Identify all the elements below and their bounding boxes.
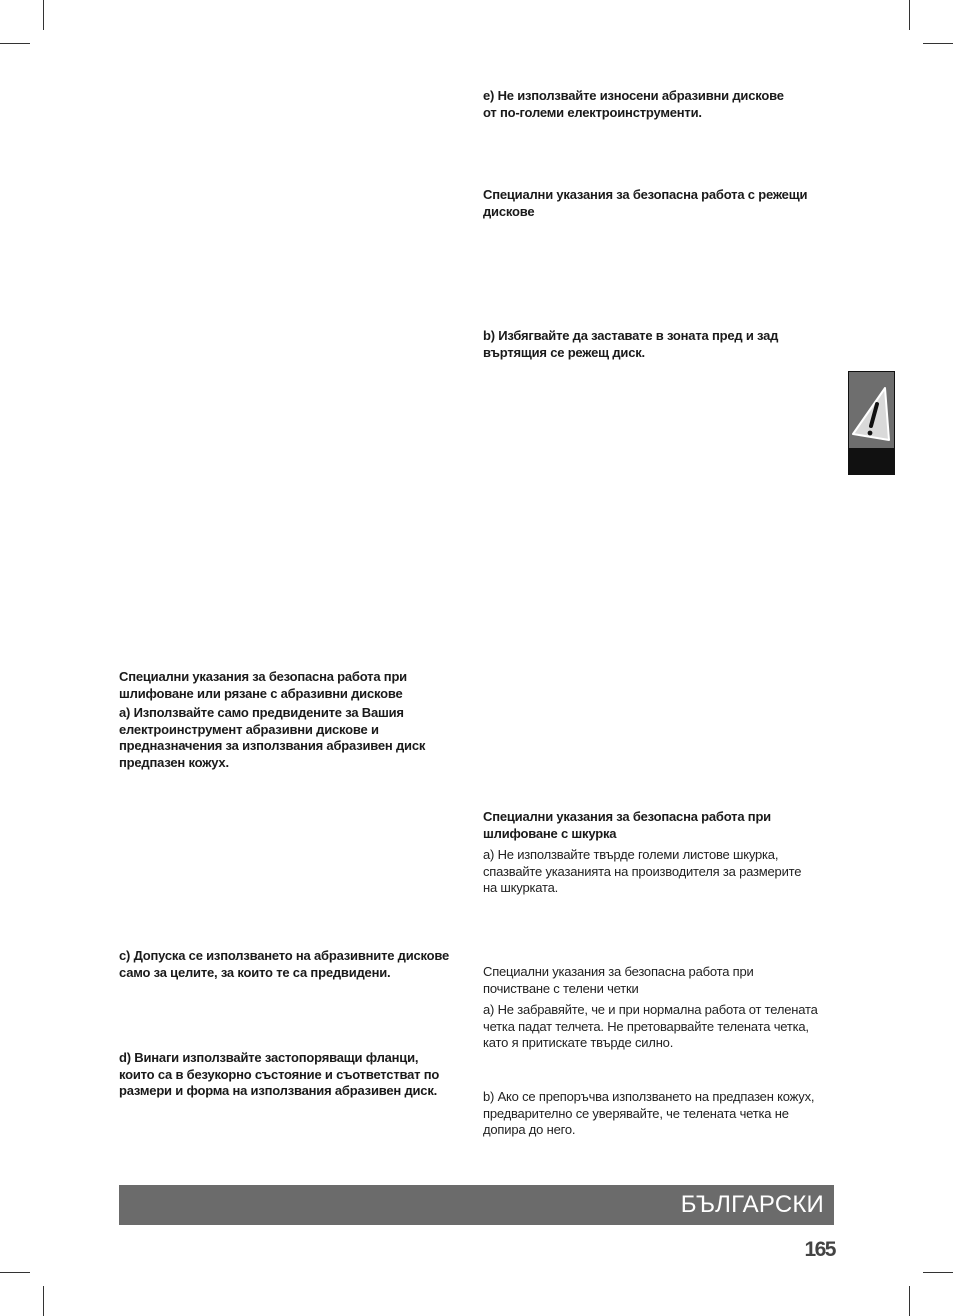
grinding-section: [119, 669, 425, 771]
section-heading-line: Специални указания за безопасна работа при: [483, 809, 771, 824]
text-line: d) Винаги използвайте застопоряващи фланци,: [119, 1050, 419, 1065]
cutting-discs-heading: [483, 187, 807, 220]
crop-mark: [43, 0, 44, 30]
text-line: предпазен кожух.: [119, 754, 229, 770]
safety-warning-tab: [848, 371, 895, 475]
crop-mark: [923, 43, 953, 44]
text-line: с) Допуска се използването на абразивните дискове: [119, 948, 450, 963]
section-heading-line: Специални указания за безопасна работа при: [483, 964, 754, 979]
text-line: а) Не забравяйте, че и при нормална работа от телената: [483, 1002, 818, 1017]
text-line: а) Използвайте само предвидените за Вашия: [119, 705, 404, 720]
text-line: четка падат телчета. Не претоварвайте телената четка,: [483, 1018, 809, 1034]
text-line: само за целите, за които те са предвидени.: [119, 964, 391, 980]
item-d: [119, 1050, 439, 1100]
text-line: предназначения за използвания абразивен диск: [119, 738, 426, 753]
crop-mark: [0, 43, 30, 44]
tab-black-band: [849, 448, 894, 474]
text-line: като я притискате твърде силно.: [483, 1035, 674, 1050]
text-line: размери и форма на използвания абразивен диск.: [119, 1083, 438, 1098]
section-heading-line: Специални указания за безопасна работа при: [119, 669, 407, 684]
text-line: на шкурката.: [483, 880, 559, 895]
text-line: b) Избягвайте да заставате в зоната пред и зад: [483, 328, 779, 343]
page-number: 165: [804, 1238, 835, 1261]
text-line: допира до него.: [483, 1122, 576, 1137]
section-heading-line: шлифоване с шкурка: [483, 825, 617, 841]
text-line: спазвайте указанията на производителя за размерите: [483, 863, 802, 879]
text-line: дискове: [483, 203, 535, 219]
item-c: [119, 948, 449, 981]
warning-exclamation-icon: [849, 382, 894, 446]
item-b-cutting: [483, 328, 778, 361]
text-line: въртящия се режещ диск.: [483, 344, 645, 360]
text-line: b) Ако се препоръчва използването на предпазен кожух,: [483, 1089, 815, 1104]
crop-mark: [909, 1286, 910, 1316]
sanding-section: [483, 809, 801, 897]
text-line: от по-големи електроинструменти.: [483, 104, 702, 120]
text-line: предварително се уверявайте, че телената четка не: [483, 1105, 789, 1121]
crop-mark: [909, 0, 910, 30]
crop-mark: [43, 1286, 44, 1316]
crop-mark: [923, 1272, 953, 1273]
section-heading-line: почистване с телени четки: [483, 980, 639, 996]
section-heading-line: шлифоване или рязане с абразивни дискове: [119, 685, 403, 701]
text-line: които са в безукорно състояние и съответстват по: [119, 1066, 440, 1082]
text-line: е) Не използвайте износени абразивни дискове: [483, 88, 784, 103]
crop-mark: [0, 1272, 30, 1273]
text-line: електроинструмент абразивни дискове и: [119, 721, 379, 737]
item-b-brush: [483, 1089, 814, 1139]
text-line: а) Не използвайте твърде големи листове шкурка,: [483, 847, 779, 862]
language-label: БЪЛГАРСКИ: [680, 1191, 824, 1218]
item-e: [483, 88, 784, 121]
text-line: Специални указания за безопасна работа с режещи: [483, 187, 808, 202]
language-footer-bar: [119, 1185, 834, 1225]
wire-brush-section: [483, 964, 818, 1052]
